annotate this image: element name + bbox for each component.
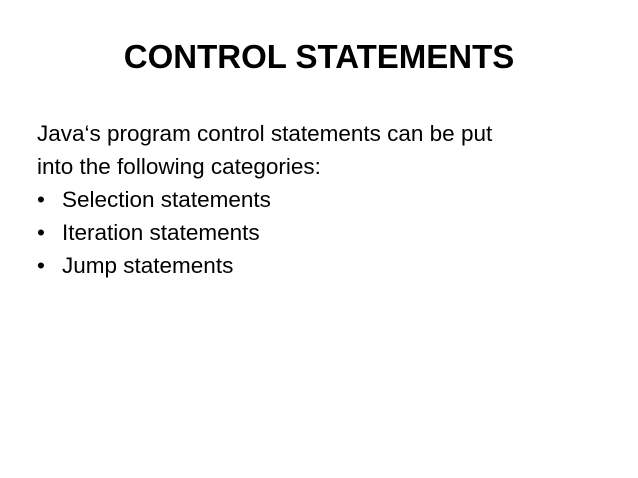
bullet-label: Iteration statements xyxy=(62,220,260,245)
bullet-label: Jump statements xyxy=(62,253,234,278)
bullet-icon: • xyxy=(37,187,45,212)
bullet-item-jump xyxy=(37,249,607,282)
bullet-list xyxy=(37,183,607,282)
bullet-label: Selection statements xyxy=(62,187,271,212)
slide-title: CONTROL STATEMENTS xyxy=(123,38,515,75)
bullet-item-iteration xyxy=(37,216,607,249)
intro-line-2: into the following categories: xyxy=(37,154,321,179)
slide-body xyxy=(37,117,607,282)
bullet-icon: • xyxy=(37,253,45,278)
bullet-item-selection xyxy=(37,183,607,216)
intro-line-1: Java‘s program control statements can be put xyxy=(37,121,493,146)
bullet-icon: • xyxy=(37,220,45,245)
intro-text xyxy=(37,117,607,183)
